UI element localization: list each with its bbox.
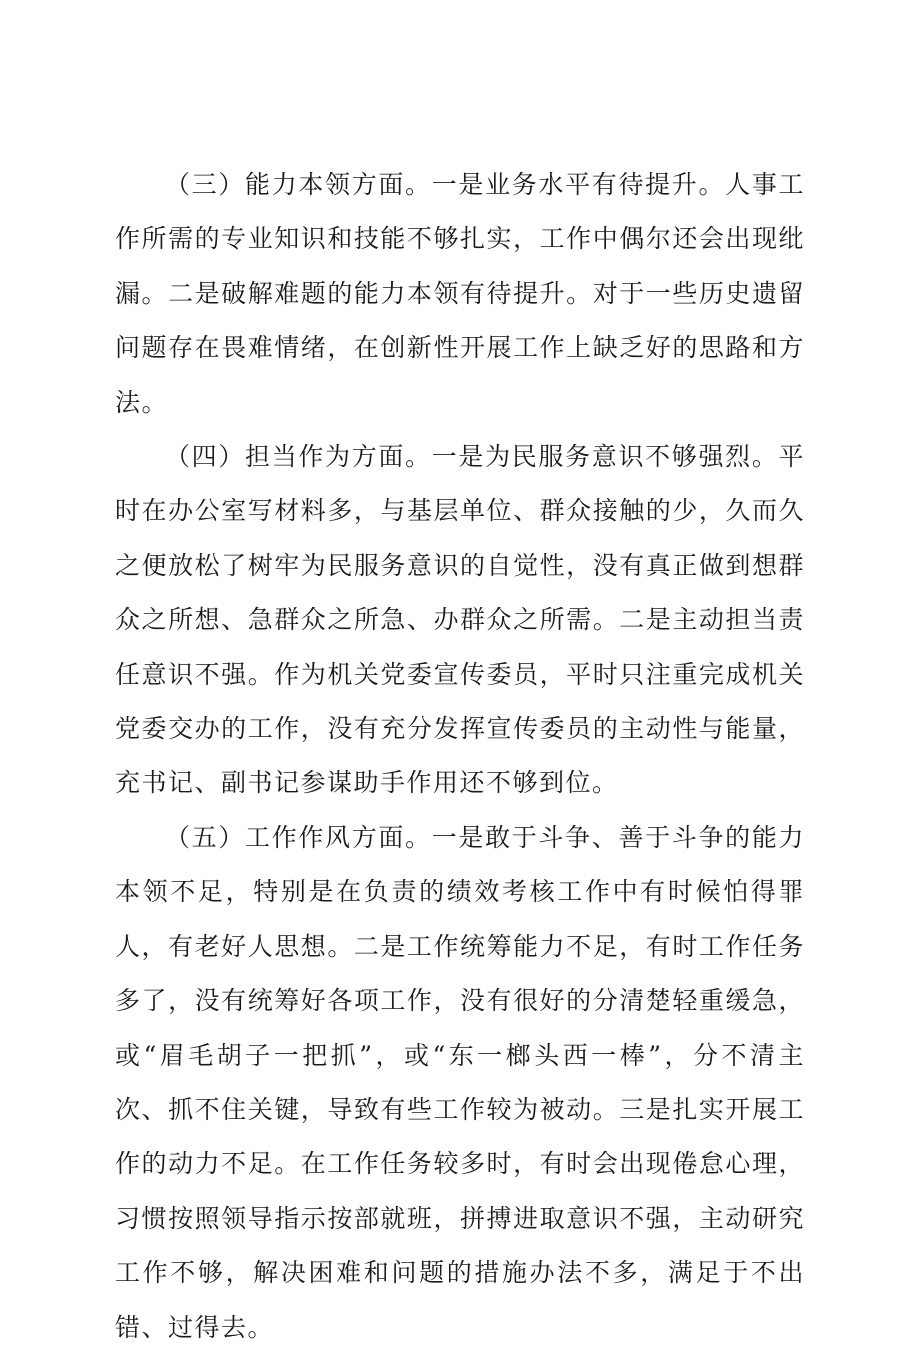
paragraph-ability: （三）能力本领方面。一是业务水平有待提升。人事工作所需的专业知识和技能不够扎实，工作中偶尔还会出现纰漏。二是破解难题的能力本领有待提升。对于一些历史遗留问题存在畏难情绪，在创新性开展工作上缺乏好的思路和方法。 <box>115 170 805 417</box>
paragraph-responsibility: （四）担当作为方面。一是为民服务意识不够强烈。平时在办公室写材料多，与基层单位、群众接触的少，久而久之便放松了树牢为民服务意识的自觉性，没有真正做到想群众之所想、急群众之所急、办群众之所需。二是主动担当责任意识不强。作为机关党委宣传委员，平时只注重完成机关党委交办的工作，没有充分发挥宣传委员的主动性与能量，充书记、副书记参谋助手作用还不够到位。 <box>115 442 805 798</box>
document-body <box>115 158 805 1355</box>
paragraph-work-style: （五）工作作风方面。一是敢于斗争、善于斗争的能力本领不足，特别是在负责的绩效考核工作中有时候怕得罪人，有老好人思想。二是工作统筹能力不足，有时工作任务多了，没有统筹好各项工作，没有很好的分清楚轻重缓急，或“眉毛胡子一把抓”，或“东一榔头西一棒”，分不清主次、抓不住关键，导致有些工作较为被动。三是扎实开展工作的动力不足。在工作任务较多时，有时会出现倦怠心理，习惯按照领导指示按部就班，拼搏进取意识不强，主动研究工作不够，解决困难和问题的措施办法不多，满足于不出错、过得去。 <box>115 822 805 1342</box>
